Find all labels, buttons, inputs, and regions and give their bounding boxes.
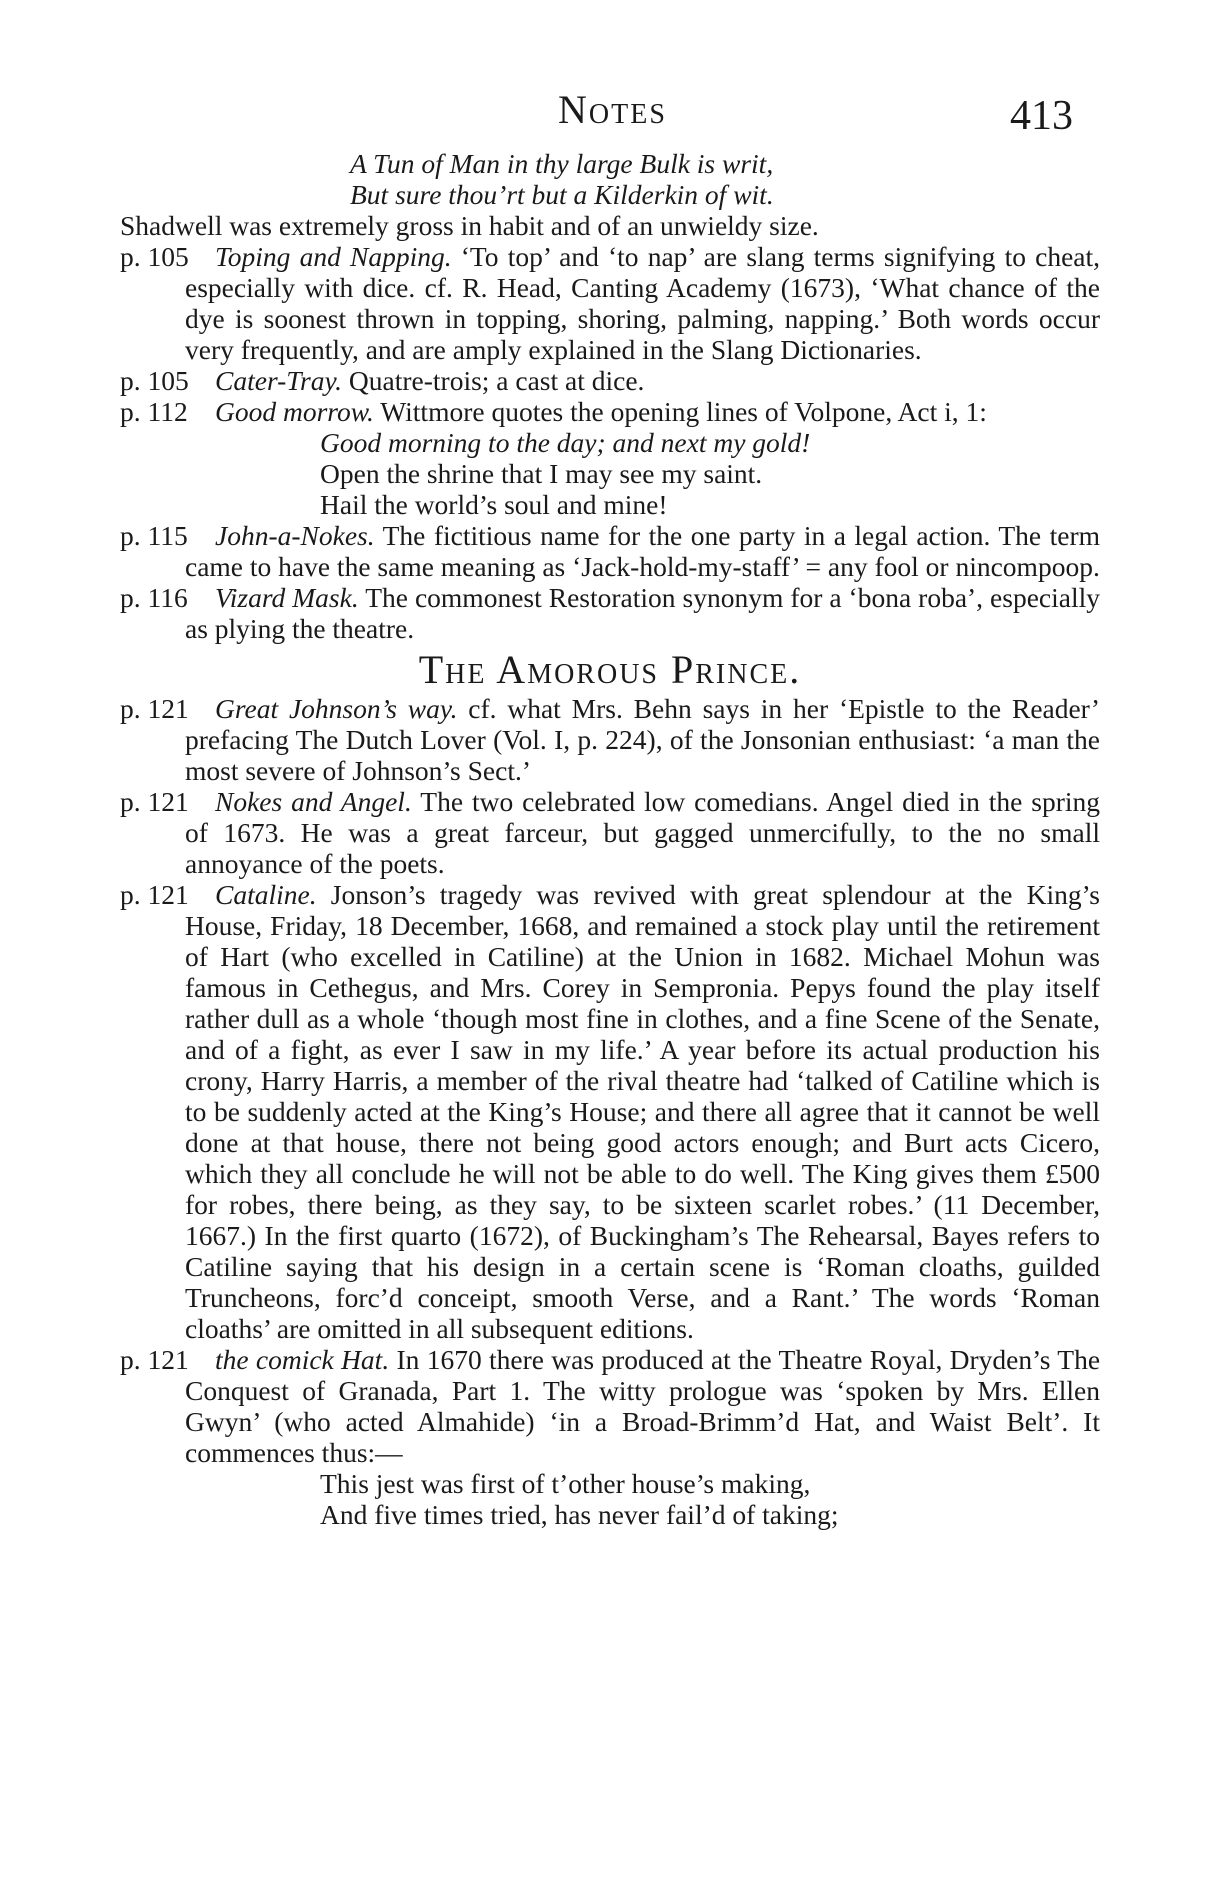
note-text: The two celebrated low comedians. Angel died in the spring of 1673. He was a great farceur, but gagged unmercifully, to the no small annoyance of the poets. xyxy=(185,786,1101,879)
note-lemma: Vizard Mask. xyxy=(215,582,359,613)
note-text: In 1670 there was produced at the Theatre Royal, Dryden’s The Conquest of Granada, Part 1. The witty prologue was ‘spoken by Mrs. Ellen Gwyn’ (who acted Almahide) ‘in a Broad-Brimm’d Hat, and Waist Belt’. It commences thus:— xyxy=(185,1344,1101,1468)
note-text: ‘To top’ and ‘to nap’ are slang terms signifying to cheat, especially with dice. cf. R. Head, Canting Academy (1673), ‘What chance of the dye is soonest thrown in topping, shoring, palming, napping.’ Both words occur very frequently, and are amply explained in the Slang Dictionaries. xyxy=(185,241,1101,365)
note-entry xyxy=(120,396,1100,427)
note-text: Wittmore quotes the opening lines of Volpone, Act i, 1: xyxy=(380,396,987,427)
note-text: The fictitious name for the one party in a legal action. The term came to have the same meaning as ‘Jack-hold-my-staff’ = any fool or nincompoop. xyxy=(185,520,1100,582)
notes-body xyxy=(120,148,1100,1530)
note-entry xyxy=(120,241,1100,365)
note-entry xyxy=(120,520,1100,582)
note-lemma: Toping and Napping. xyxy=(215,241,452,272)
note-entry xyxy=(120,693,1100,786)
note-entry xyxy=(120,879,1100,1344)
note-entry xyxy=(120,786,1100,879)
opening-verse xyxy=(120,148,1100,210)
verse-line: Hail the world’s soul and mine! xyxy=(320,489,668,520)
note-page-ref: p. 105 xyxy=(120,365,189,396)
page-number: 413 xyxy=(1010,93,1073,139)
note-page-ref: p. 121 xyxy=(120,1344,189,1375)
note-lemma: the comick Hat. xyxy=(215,1344,390,1375)
note-lemma: Cataline. xyxy=(215,879,317,910)
section-heading: The Amorous Prince. xyxy=(418,647,802,692)
note-page-ref: p. 121 xyxy=(120,786,189,817)
verse-line: And five times tried, has never fail’d of taking; xyxy=(320,1499,839,1530)
note-entry xyxy=(120,1344,1100,1468)
verse-line: But sure thou’rt but a Kilderkin of wit. xyxy=(350,179,774,210)
note-text: Jonson’s tragedy was revived with great splendour at the King’s House, Friday, 18 December, 1668, and remained a stock play until the retirement of Hart (who excelled in Catiline) at the Union in 1682. Michael Mohun was famous in Cethegus, and Mrs. Corey in Sempronia. Pepys found the play itself rather dull as a whole ‘though most fine in clothes, and a fine Scene of the Senate, and of a fight, as ever I saw in my life.’ A year before its actual production his crony, Harry Harris, a member of the rival theatre had ‘talked of Catiline which is to be suddenly acted at the King’s House; and there all agree that it cannot be well done at that house, there not being good actors enough; and Burt acts Cicero, which they all conclude he will not be able to do well. The King gives them £500 for robes, there being, as they say, to be sixteen scarlet robes.’ (11 December, 1667.) In the first quarto (1672), of Buckingham’s The Rehearsal, Bayes refers to Catiline saying that his design in a certain scene is ‘Roman cloaths, guilded Truncheons, forc’d conceipt, smooth Verse, and a Rant.’ The words ‘Roman cloaths’ are omitted in all subsequent editions. xyxy=(185,879,1100,1344)
prologue-quote xyxy=(120,1468,1100,1530)
note-lemma: Nokes and Angel. xyxy=(215,786,412,817)
note-text: Quatre-trois; a cast at dice. xyxy=(348,365,645,396)
note-page-ref: p. 105 xyxy=(120,241,189,272)
note-text: The commonest Restoration synonym for a ‘bona roba’, especially as plying the theatre. xyxy=(185,582,1100,644)
verse-line: This jest was first of t’other house’s making, xyxy=(320,1468,811,1499)
note-page-ref: p. 112 xyxy=(120,396,188,427)
note-page-ref: p. 121 xyxy=(120,879,189,910)
note-page-ref: p. 121 xyxy=(120,693,189,724)
note-lemma: John-a-Nokes. xyxy=(215,520,375,551)
volpone-quote xyxy=(120,427,1100,520)
note-lemma: Good morrow. xyxy=(215,396,374,427)
note-text: cf. what Mrs. Behn says in her ‘Epistle to the Reader’ prefacing The Dutch Lover (Vol. I, p. 224), of the Jonsonian enthusiast: ‘a man the most severe of Johnson’s Sect.’ xyxy=(185,693,1101,786)
verse-line: A Tun of Man in thy large Bulk is writ, xyxy=(350,148,774,179)
note-entry xyxy=(120,582,1100,644)
verse-line: Open the shrine that I may see my saint. xyxy=(320,458,763,489)
note-page-ref: p. 115 xyxy=(120,520,188,551)
note-page-ref: p. 116 xyxy=(120,582,188,613)
running-title: Notes xyxy=(558,87,667,132)
note-lemma: Cater-Tray. xyxy=(215,365,343,396)
note-entry xyxy=(120,365,1100,396)
opening-remark: Shadwell was extremely gross in habit and of an unwieldy size. xyxy=(120,210,819,241)
verse-line: Good morning to the day; and next my gold! xyxy=(320,427,811,458)
note-lemma: Great Johnson’s way. xyxy=(215,693,458,724)
